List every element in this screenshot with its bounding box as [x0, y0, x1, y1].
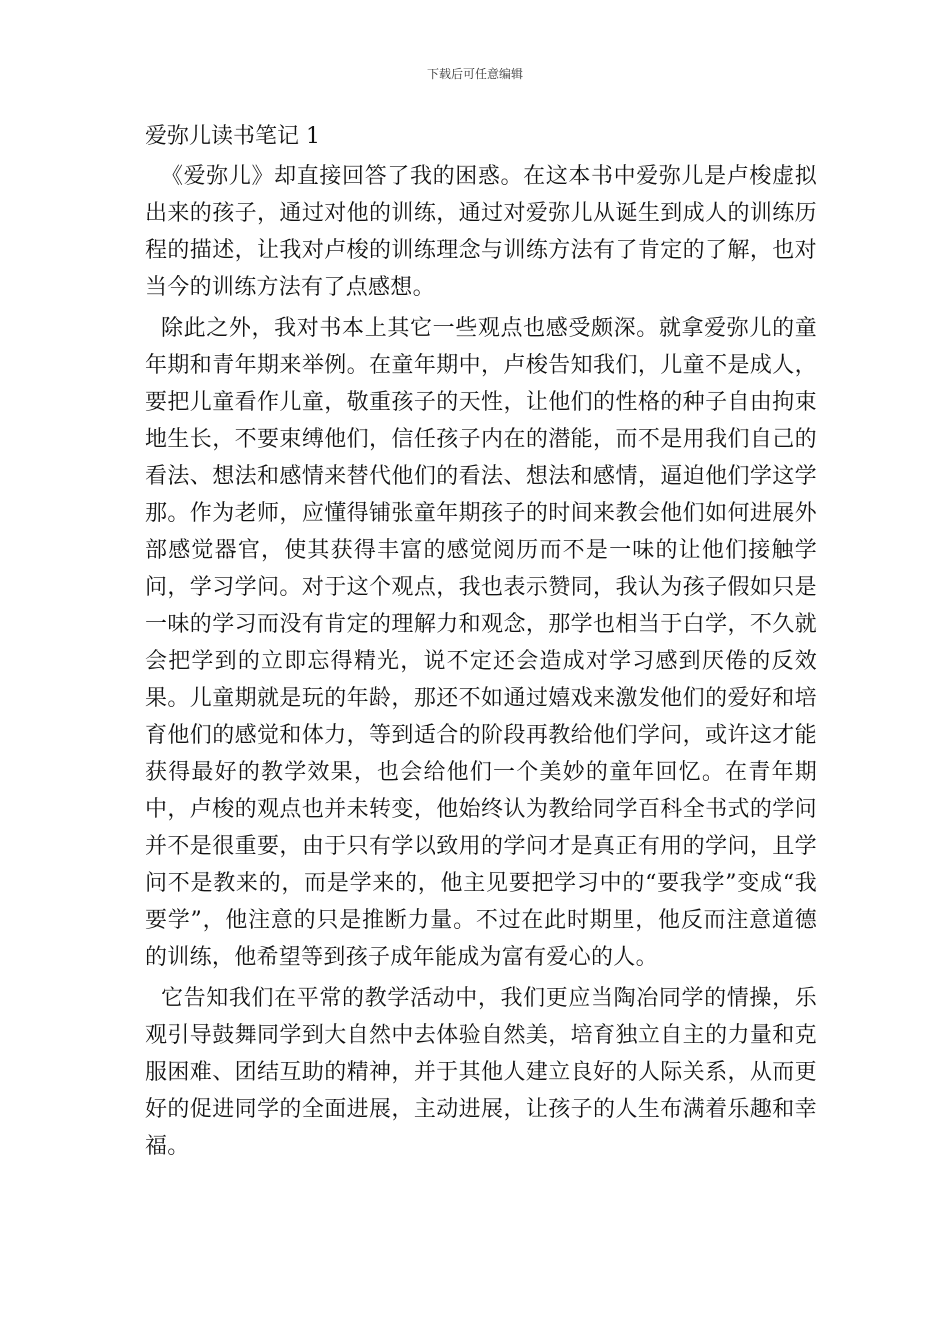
paragraph-2: 除此之外，我对书本上其它一些观点也感受颇深。就拿爱弥儿的童年期和青年期来举例。在童年期中，卢梭告知我们，儿童不是成人，要把儿童看作儿童，敬重孩子的天性，让他们的性格的种子自由拘束地生长，不要束缚他们，信任孩子内在的潜能，而不是用我们自己的看法、想法和感情来替代他们的看法、想法和感情，逼迫他们学这学那。作为老师，应懂得铺张童年期孩子的时间来教会他们如何进展外部感觉器官，使其获得丰富的感觉阅历而不是一味的让他们接触学问，学习学问。对于这个观点，我也表示赞同，我认为孩子假如只是一味的学习而没有肯定的理解力和观念，那学也相当于白学，不久就会把学到的立即忘得精光，说不定还会造成对学习感到厌倦的反效果。儿童期就是玩的年龄，那还不如通过嬉戏来激发他们的爱好和培育他们的感觉和体力，等到适合的阶段再教给他们学问，或许这才能获得最好的教学效果，也会给他们一个美妙的童年回忆。在青年期中，卢梭的观点也并未转变，他始终认为教给同学百科全书式的学问并不是很重要，由于只有学以致用的学问才是真正有用的学问，且学问不是教来的，而是学来的，他主见要把学习中的“要我学”变成“我要学”，他注意的只是推断力量。不过在此时期里，他反而注意道德的训练，他希望等到孩子成年能成为富有爱心的人。 — [145, 316, 817, 970]
paragraph-3: 它告知我们在平常的教学活动中，我们更应当陶冶同学的情操，乐观引导鼓舞同学到大自然中去体验自然美，培育独立自主的力量和克服困难、团结互助的精神，并于其他人建立良好的人际关系，从而更好的促进同学的全面进展，主动进展，让孩子的人生布满着乐趣和幸福。 — [145, 986, 817, 1159]
paragraph-1: 《爱弥儿》却直接回答了我的困惑。在这本书中爱弥儿是卢梭虚拟出来的孩子，通过对他的训练，通过对爱弥儿从诞生到成人的训练历程的描述，让我对卢梭的训练理念与训练方法有了肯定的了解，也对当今的训练方法有了点感想。 — [145, 164, 817, 300]
page-header-note: 下载后可任意编辑 — [426, 67, 523, 81]
document-title: 爱弥儿读书笔记 1 — [145, 124, 320, 149]
document-body — [145, 118, 817, 1169]
